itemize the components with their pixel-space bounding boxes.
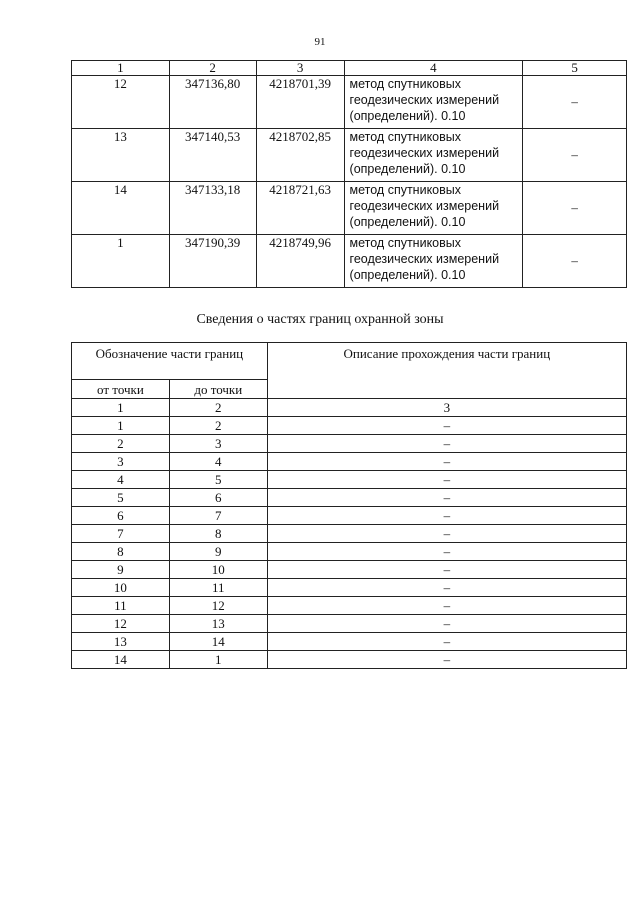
table-row: [72, 507, 627, 525]
table-row: [72, 489, 627, 507]
table-row: [72, 182, 627, 235]
to-point: 4: [169, 453, 267, 471]
to-point: 14: [169, 633, 267, 651]
description: –: [267, 489, 626, 507]
coordinates-table: [71, 60, 627, 288]
from-point: 4: [72, 471, 170, 489]
to-point: 6: [169, 489, 267, 507]
from-point: 9: [72, 561, 170, 579]
column-5-value: –: [523, 76, 627, 129]
table-row: [72, 579, 627, 597]
table-row: [72, 235, 627, 288]
x-coordinate: 347136,80: [169, 76, 256, 129]
header-group-cell: Обозначение части границ: [72, 343, 268, 380]
to-point: 2: [169, 417, 267, 435]
y-coordinate: 4218701,39: [256, 76, 344, 129]
header-cell: 1: [72, 61, 170, 76]
numbering-cell: 3: [267, 399, 626, 417]
method-line: геодезических измерений: [349, 93, 500, 107]
point-number: 13: [72, 129, 170, 182]
description: –: [267, 579, 626, 597]
parts-body: [72, 417, 627, 669]
to-point: 12: [169, 597, 267, 615]
to-point: 8: [169, 525, 267, 543]
method-line: метод спутниковых: [349, 183, 462, 197]
to-point: 1: [169, 651, 267, 669]
description: –: [267, 417, 626, 435]
to-point: 10: [169, 561, 267, 579]
table-row: [72, 561, 627, 579]
numbering-cell: 2: [169, 399, 267, 417]
column-5-value: –: [523, 129, 627, 182]
table-row: [72, 435, 627, 453]
method-cell: [344, 235, 523, 288]
y-coordinate: 4218702,85: [256, 129, 344, 182]
header-cell: 5: [523, 61, 627, 76]
table-row: [72, 615, 627, 633]
from-point: 8: [72, 543, 170, 561]
from-point: 6: [72, 507, 170, 525]
numbering-cell: 1: [72, 399, 170, 417]
method-line: геодезических измерений: [349, 199, 500, 213]
to-point: 5: [169, 471, 267, 489]
description: –: [267, 597, 626, 615]
from-point: 12: [72, 615, 170, 633]
from-point: 14: [72, 651, 170, 669]
header-cell: 2: [169, 61, 256, 76]
from-point: 2: [72, 435, 170, 453]
table-row: [72, 453, 627, 471]
from-point: 13: [72, 633, 170, 651]
from-point: 10: [72, 579, 170, 597]
table-row: [72, 525, 627, 543]
from-point: 11: [72, 597, 170, 615]
description: –: [267, 471, 626, 489]
method-line: геодезических измерений: [349, 252, 500, 266]
header-cell: 4: [344, 61, 523, 76]
method-cell: [344, 182, 523, 235]
parts-header-row: [72, 343, 627, 380]
point-number: 1: [72, 235, 170, 288]
column-5-value: –: [523, 235, 627, 288]
x-coordinate: 347140,53: [169, 129, 256, 182]
header-description-cell: Описание прохождения части границ: [267, 343, 626, 399]
coordinates-header-row: [72, 61, 627, 76]
x-coordinate: 347133,18: [169, 182, 256, 235]
description: –: [267, 561, 626, 579]
method-line: метод спутниковых: [349, 236, 462, 250]
description: –: [267, 507, 626, 525]
from-point: 7: [72, 525, 170, 543]
method-cell: [344, 129, 523, 182]
point-number: 14: [72, 182, 170, 235]
method-line: метод спутниковых: [349, 130, 462, 144]
table-row: [72, 417, 627, 435]
y-coordinate: 4218721,63: [256, 182, 344, 235]
to-point: 11: [169, 579, 267, 597]
y-coordinate: 4218749,96: [256, 235, 344, 288]
page-number: 91: [314, 36, 326, 48]
method-line: геодезических измерений: [349, 146, 500, 160]
from-point: 5: [72, 489, 170, 507]
table-row: [72, 633, 627, 651]
point-number: 12: [72, 76, 170, 129]
table-row: [72, 597, 627, 615]
to-point: 3: [169, 435, 267, 453]
numbering-row: [72, 399, 627, 417]
x-coordinate: 347190,39: [169, 235, 256, 288]
description: –: [267, 633, 626, 651]
method-line: (определений). 0.10: [349, 215, 466, 229]
method-line: (определений). 0.10: [349, 268, 466, 282]
header-cell: 3: [256, 61, 344, 76]
boundary-parts-table: [71, 342, 627, 669]
header-from-cell: от точки: [72, 380, 170, 399]
table-row: [72, 651, 627, 669]
description: –: [267, 543, 626, 561]
method-line: (определений). 0.10: [349, 162, 466, 176]
to-point: 9: [169, 543, 267, 561]
method-line: метод спутниковых: [349, 77, 462, 91]
method-line: (определений). 0.10: [349, 109, 466, 123]
to-point: 13: [169, 615, 267, 633]
section-title: Сведения о частях границ охранной зоны: [196, 312, 444, 327]
column-5-value: –: [523, 182, 627, 235]
from-point: 1: [72, 417, 170, 435]
description: –: [267, 453, 626, 471]
to-point: 7: [169, 507, 267, 525]
table-row: [72, 471, 627, 489]
from-point: 3: [72, 453, 170, 471]
description: –: [267, 525, 626, 543]
table-row: [72, 129, 627, 182]
method-cell: [344, 76, 523, 129]
table-row: [72, 76, 627, 129]
table-row: [72, 543, 627, 561]
description: –: [267, 651, 626, 669]
description: –: [267, 615, 626, 633]
header-to-cell: до точки: [169, 380, 267, 399]
description: –: [267, 435, 626, 453]
